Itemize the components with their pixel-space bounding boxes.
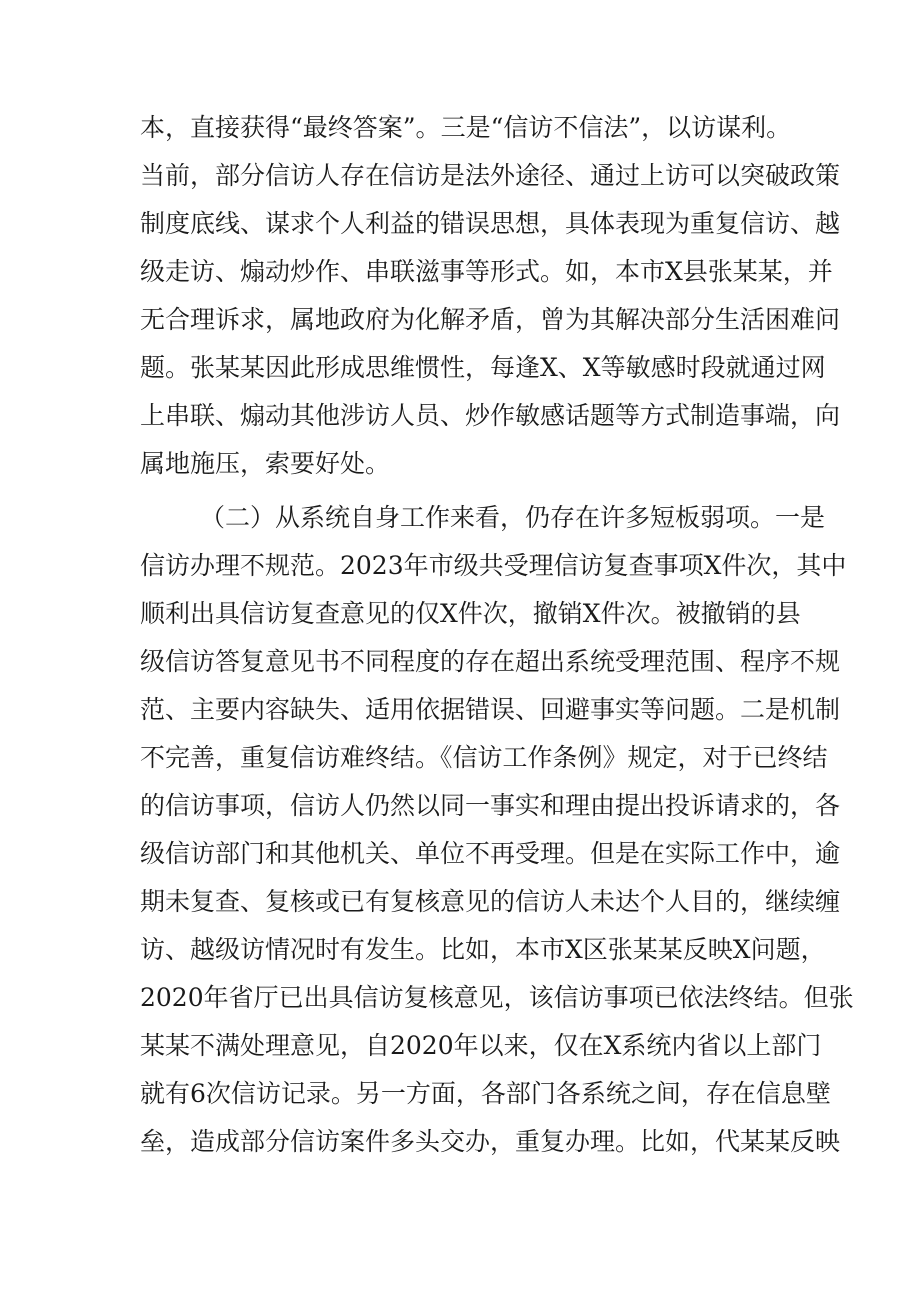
text-line-12: 级信访答复意见书不同程度的存在超出系统受理范围、程序不规	[140, 647, 841, 676]
text-line-11: 顺利出具信访复查意见的仅X件次，撤销X件次。被撤销的县	[140, 599, 801, 628]
text-line-21: 就有6次信访记录。另一方面，各部门各系统之间，存在信息壁	[140, 1079, 831, 1108]
text-line-19: 2020年省厅已出具信访复核意见，该信访事项已依法终结。但张	[140, 983, 854, 1012]
text-line-13: 范、主要内容缺失、适用依据错误、回避事实等问题。二是机制	[140, 695, 841, 724]
text-line-15: 的信访事项，信访人仍然以同一事实和理由提出投诉请求的，各	[140, 791, 841, 820]
text-line-6: 题。张某某因此形成思维惯性，每逢X、X等敏感时段就通过网	[140, 353, 826, 382]
text-line-4: 级走访、煽动炒作、串联滋事等形式。如，本市X县张某某，并	[140, 257, 833, 286]
text-line-2: 当前，部分信访人存在信访是法外途径、通过上访可以突破政策	[140, 161, 841, 190]
text-line-3: 制度底线、谋求个人利益的错误思想，具体表现为重复信访、越	[140, 209, 841, 238]
text-line-5: 无合理诉求，属地政府为化解矛盾，曾为其解决部分生活困难问	[140, 305, 841, 334]
text-line-14: 不完善，重复信访难终结。《信访工作条例》规定，对于已终结	[140, 743, 828, 772]
section-heading-line: （二）从系统自身工作来看，仍存在许多短板弱项。一是	[200, 503, 826, 532]
text-line-22: 垒，造成部分信访案件多头交办，重复办理。比如，代某某反映	[140, 1127, 841, 1156]
text-line-1: 本，直接获得“最终答案”。三是“信访不信法”，以访谋利。	[140, 113, 792, 142]
text-line-18: 访、越级访情况时有发生。比如，本市X区张某某反映X问题，	[140, 935, 826, 964]
text-line-7: 上串联、煽动其他涉访人员、炒作敏感话题等方式制造事端，向	[140, 401, 841, 430]
text-line-16: 级信访部门和其他机关、单位不再受理。但是在实际工作中，逾	[140, 839, 841, 868]
text-line-17: 期未复查、复核或已有复核意见的信访人未达个人目的，继续缠	[140, 887, 841, 916]
text-line-10: 信访办理不规范。2023年市级共受理信访复查事项X件次，其中	[140, 551, 847, 580]
text-line-20: 某某不满处理意见，自2020年以来，仅在X系统内省以上部门	[140, 1031, 822, 1060]
text-line-8: 属地施压，索要好处。	[140, 449, 391, 478]
